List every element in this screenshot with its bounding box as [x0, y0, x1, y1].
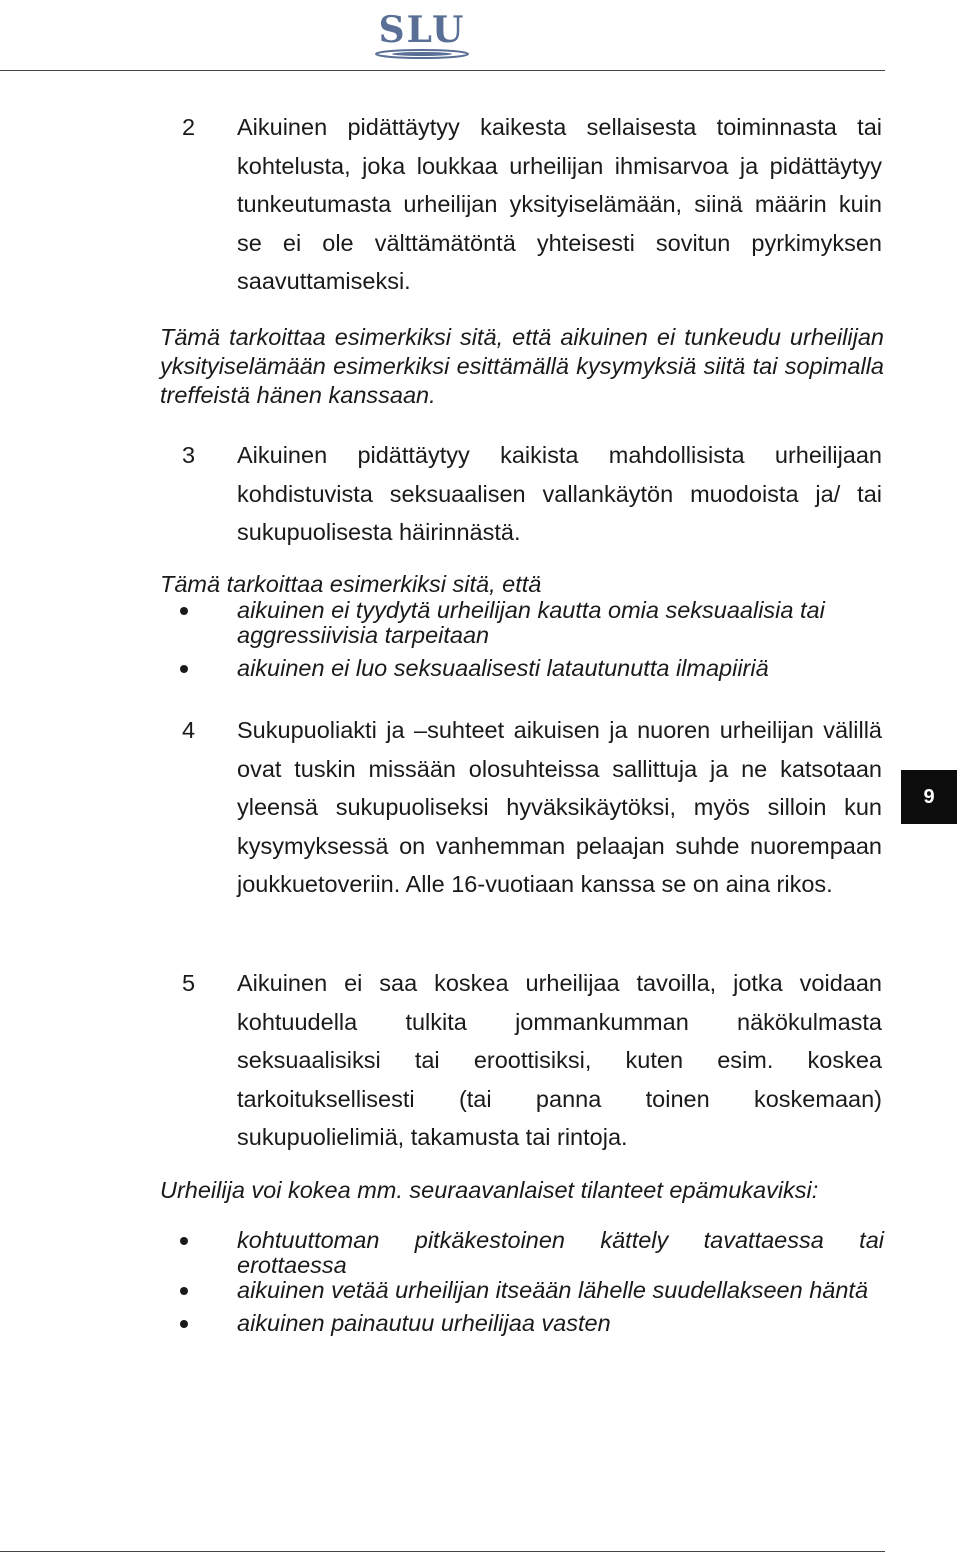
rule-item-4: [182, 711, 882, 904]
item-number: 3: [182, 442, 196, 468]
rule-item-3: [182, 436, 882, 552]
note-item-2: Tämä tarkoittaa esimerkiksi sitä, että aikuinen ei tunkeudu urheilijan yksityiselämään esimerkiksi esittämällä kysymyksiä siitä tai sopimalla treffeistä hänen kanssaan.: [160, 324, 884, 408]
rule-item-5: [182, 964, 882, 1157]
page-number-badge: 9: [901, 770, 957, 824]
item-text: Aikuinen ei saa koskea urheilijaa tavoilla, jotka voidaan kohtuudella tulkita jommankumman näkökulmasta seksuaalisiksi tai eroottisiksi, kuten esim. koskea tarkoituksellisesti (tai panna toinen koskemaan) sukupuolielimiä, takamusta tai rintoja.: [237, 970, 882, 1150]
bullet-item: aikuinen ei tyydytä urheilijan kautta omia seksuaalisia tai aggressiivisia tarpeitaan: [160, 598, 884, 648]
note-item-3-bullets: [160, 598, 884, 681]
footer-rule: [0, 1551, 885, 1552]
note-item-5-intro: Urheilija voi kokea mm. seuraavanlaiset tilanteet epämukaviksi:: [160, 1177, 819, 1203]
header-rule: [0, 70, 885, 71]
bullet-item: kohtuuttoman pitkäkestoinen kättely tavattaessa tai erottaessa: [160, 1228, 884, 1278]
bullet-dot: [180, 1237, 188, 1245]
note-item-3-intro: Tämä tarkoittaa esimerkiksi sitä, että: [160, 571, 542, 597]
item-number: 5: [182, 970, 196, 996]
bullet-dot: [180, 665, 188, 673]
bullet-dot: [180, 1287, 188, 1295]
item-number: 2: [182, 114, 196, 140]
slu-logo: [372, 6, 472, 62]
bullet-dot: [180, 1320, 188, 1328]
item-text: Aikuinen pidättäytyy kaikesta sellaisesta toiminnasta tai kohtelusta, joka loukkaa urheilijan ihmisarvoa ja pidättäytyy tunkeutumasta urheilijan yksityiselämään, siinä määrin kuin se ei ole välttämätöntä yhteisesti sovitun pyrkimyksen saavuttamiseksi.: [237, 114, 882, 294]
item-number: 4: [182, 717, 196, 743]
bullet-item: aikuinen ei luo seksuaalisesti latautunutta ilmapiiriä: [160, 656, 884, 681]
item-text: Sukupuoliakti ja –suhteet aikuisen ja nuoren urheilijan välillä ovat tuskin missään olosuhteissa sallittuja ja ne katsotaan yleensä sukupuoliseksi hyväksikäytöksi, myös silloin kun kysymyksessä on vanhemman pelaajan suhde nuorempaan joukkuetoveriin. Alle 16-vuotiaan kanssa se on aina rikos.: [237, 717, 882, 897]
bullet-item: aikuinen painautuu urheilijaa vasten: [160, 1311, 884, 1336]
bullet-item: aikuinen vetää urheilijan itseään lähelle suudellakseen häntä: [160, 1278, 884, 1303]
svg-text:SLU: SLU: [378, 9, 466, 51]
rule-item-2: [182, 108, 882, 301]
note-item-5-bullets: [160, 1228, 884, 1336]
item-text: Aikuinen pidättäytyy kaikista mahdollisista urheilijaan kohdistuvista seksuaalisen vallankäytön muodoista ja/ tai sukupuolisesta häirinnästä.: [237, 442, 882, 545]
bullet-dot: [180, 607, 188, 615]
